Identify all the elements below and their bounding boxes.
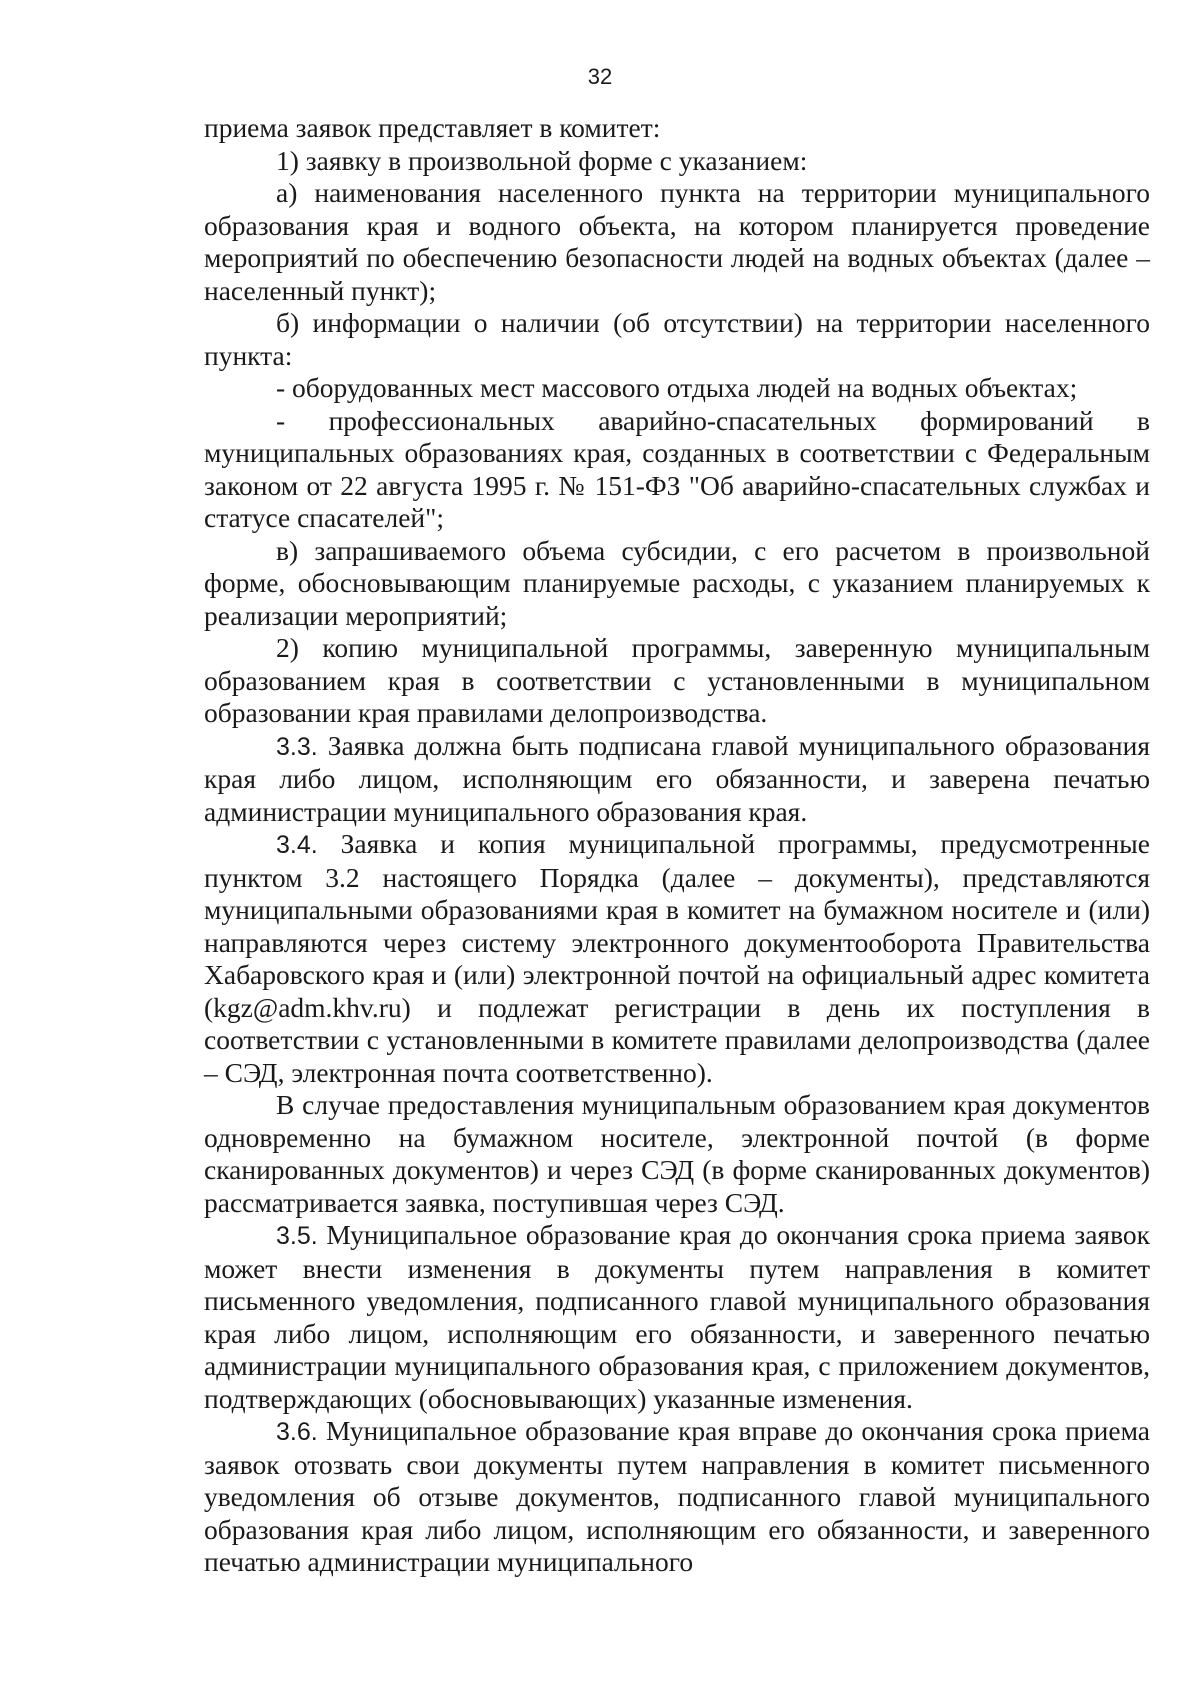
paragraph-text: - профессиональных аварийно-спасательных формирований в муниципальных образованиях края, созданных в соответствии с Федеральным законом от 22 августа 1995 г. № 151-ФЗ "Об аварийно-спасательных службах и статусе спасателей"; xyxy=(204,404,1150,533)
document-body xyxy=(204,112,1150,1579)
paragraph-text: в) запрашиваемого объема субсидии, с его расчетом в произвольной форме, обосновывающим планируемые расходы, с указанием планируемых к реализации мероприятий; xyxy=(204,534,1150,631)
paragraph-item-2 xyxy=(204,632,1150,730)
paragraph-text: 1) заявку в произвольной форме с указанием: xyxy=(276,144,808,176)
paragraph-text: б) информации о наличии (об отсутствии) на территории населенного пункта: xyxy=(204,307,1150,371)
paragraph-item-1 xyxy=(204,145,1150,178)
paragraph-intro xyxy=(204,112,1150,145)
paragraph-text: Заявка и копия муниципальной программы, предусмотренные пунктом 3.2 настоящего Порядка (далее – документы), представляются муниципальными образованиями края в комитет на бумажном носителе и (или) направляются через систему электронного документооборота Правительства Хабаровского края и (или) электронной почтой на официальный адрес комитета (kgz@adm.khv.ru) и подлежат регистрации в день их поступления в соответствии с установленными в комитете правилами делопроизводства (далее – СЭД, электронная почта соответственно). xyxy=(204,828,1150,1088)
clause-number: 3.3. xyxy=(276,732,318,761)
paragraph-3-5 xyxy=(204,1219,1150,1415)
paragraph-text: 2) копию муниципальной программы, заверенную муниципальным образованием края в соответствии с установленными в муниципальном образовании края правилами делопроизводства. xyxy=(204,632,1150,728)
paragraph-text: Муниципальное образование края до окончания срока приема заявок может внести изменения в документы путем направления в комитет письменного уведомления, подписанного главой муниципального образования края либо лицом, исполняющим его обязанности, и заверенного печатью администрации муниципального образования края, с приложением документов, подтверждающих (обосновывающих) указанные изменения. xyxy=(204,1219,1150,1414)
paragraph-3-4-case xyxy=(204,1089,1150,1219)
paragraph-text: Заявка должна быть подписана главой муниципального образования края либо лицом, исполняющим его обязанности, и заверена печатью администрации муниципального образования края. xyxy=(204,729,1150,827)
paragraph-bullet-formations xyxy=(204,405,1150,535)
paragraph-3-3 xyxy=(204,730,1150,829)
paragraph-text: - оборудованных мест массового отдыха людей на водных объектах; xyxy=(276,372,1078,403)
paragraph-3-4 xyxy=(204,828,1150,1089)
paragraph-item-v xyxy=(204,535,1150,633)
page-number: 32 xyxy=(587,64,613,89)
paragraph-text: а) наименования населенного пункта на территории муниципального образования края и водного объекта, на котором планируется проведение мероприятий по обеспечению безопасности людей на водных объектах (далее – населенный пункт); xyxy=(204,177,1150,306)
paragraph-text: приема заявок представляет в комитет: xyxy=(204,112,661,143)
paragraph-text: Муниципальное образование края вправе до окончания срока приема заявок отозвать свои документы путем направления в комитет письменного уведомления об отзыве документов, подписанного главой муниципального образования края либо лицом, исполняющим его обязанности, и заверенного печатью администрации муниципального xyxy=(204,1415,1150,1577)
clause-number: 3.4. xyxy=(276,831,318,859)
paragraph-text: В случае предоставления муниципальным образованием края документов одновременно на бумажном носителе, электронной почтой (в форме сканированных документов) и через СЭД (в форме сканированных документов) рассматривается заявка, поступившая через СЭД. xyxy=(204,1089,1150,1218)
clause-number: 3.5. xyxy=(276,1222,318,1250)
paragraph-3-6 xyxy=(204,1415,1150,1579)
paragraph-bullet-places xyxy=(204,372,1150,405)
paragraph-item-b xyxy=(204,307,1150,372)
clause-number: 3.6. xyxy=(276,1418,318,1446)
paragraph-item-a xyxy=(204,177,1150,307)
